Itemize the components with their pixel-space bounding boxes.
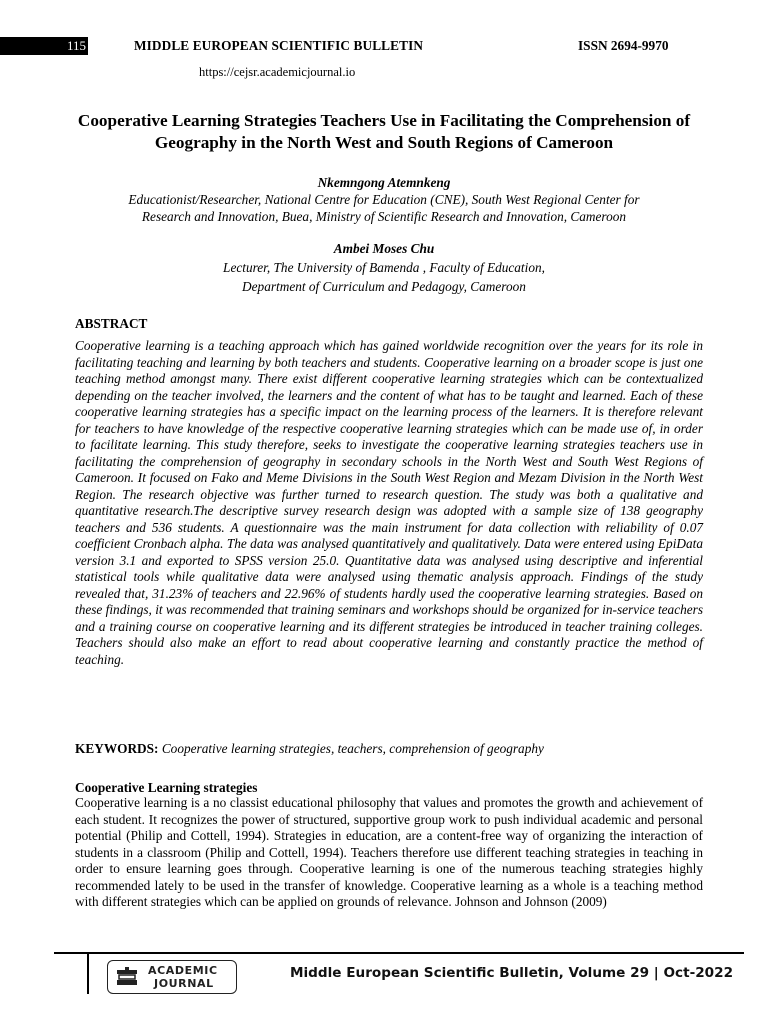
issn: ISSN 2694-9970 [578,38,669,53]
keywords [75,740,703,757]
affiliation-line: Educationist/Researcher, National Centre for Education (CNE), South West Regional Center for [128,192,640,207]
academic-journal-logo [107,960,237,994]
section-text: Cooperative learning is a no classist educational philosophy that values and promotes the growth and achievement of each student. It recognizes the power of structured, supportive group work to push individual academic and personal potential (Philip and Cottell, 1994). Strategies in education, are a content-free way of organizing the interaction of students in a classroom (Philip and Cottell, 1994). Teachers therefore use different teaching strategies in teaching in order to ensure learning goes through. Cooperative learning is one of the numerous teaching strategies highly recommended lately to be used in the transfer of knowledge. Cooperative learning as a whole is a teaching method with different strategies which can be applied on grounds of relevance. Johnson and Johnson (2009) [75,795,703,909]
footer-vertical-divider [87,954,89,994]
author-affiliation-1 [60,191,708,225]
abstract-heading: ABSTRACT [75,316,148,331]
logo-text-line1: ACADEMIC [148,964,218,977]
journal-name: MIDDLE EUROPEAN SCIENTIFIC BULLETIN [134,38,424,53]
abstract-text: Cooperative learning is a teaching approach which has gained worldwide recognition over the years for its role in facilitating teaching and learning by both teachers and students. Cooperative learning on a broader scope is just one teaching method amongst many. There exist different cooperative learning strategies which can be contextualized depending on the teacher involved, the learners and the content of what has to be taught and learned. Each of these cooperative learning strategies has a specific impact on the learning process of the learners. It is therefore relevant for teachers to have knowledge of the respective cooperative learning strategies which can be made use of, in order to facilitate learning. This study therefore, seeks to investigate the cooperative learning strategies teachers use in facilitating the comprehension of geography in secondary schools in the North West and South West Regions of Cameroon. It focused on Fako and Meme Divisions in the South West Region and Mezam Division in the North West Region. The research objective was further turned to research question. The study was both a qualitative and quantitative research.The descriptive survey research design was adopted with a sample size of 138 geography teachers and 536 students. A questionnaire was the main instrument for data collection with reliability of 0.07 coefficient Cronbach alpha. The data was analysed quantitatively and qualitatively. Data were entered using EpiData version 3.1 and exported to SPSS version 25.0. Quantitative data was analysed using descriptive and inferential statistical tools while qualitative data were analysed using thematic analysis approach. Findings of the study revealed that, 31.23% of teachers and 22.96% of students hardly used the cooperative learning strategies. Based on these findings, it was recommended that training seminars and workshops should be organized for in-service teachers and a training course on cooperative learning and its different strategies be introduced in teacher training colleges. Teachers should also make an effort to read about cooperative learning and constantly practice the method of teaching. [75,338,703,667]
footer-citation: Middle European Scientific Bulletin, Volume 29 | Oct-2022 [290,965,734,981]
footer-divider [54,952,744,954]
logo-text-line2: JOURNAL [154,977,214,990]
section-heading: Cooperative Learning strategies [75,780,258,795]
article-title: Cooperative Learning Strategies Teachers Use in Facilitating the Comprehension of Geography in the North West and South Regions of Cameroon [77,111,691,152]
page-number: 115 [66,38,86,53]
book-stack-icon [116,967,138,987]
affiliation-line: Lecturer, The University of Bamenda , Faculty of Education, [223,260,545,275]
affiliation-line: Research and Innovation, Buea, Ministry of Scientific Research and Innovation, Cameroon [141,209,627,224]
author-affiliation-2 [60,258,708,296]
author-name-2: Ambei Moses Chu [333,241,435,256]
keywords-value: Cooperative learning strategies, teachers, comprehension of geography [161,741,544,756]
keywords-label: KEYWORDS: [75,741,159,756]
affiliation-line: Department of Curriculum and Pedagogy, Cameroon [242,279,526,294]
journal-url-link[interactable]: https://cejsr.academicjournal.io [199,65,356,79]
author-name-1: Nkemngong Atemnkeng [317,175,451,190]
